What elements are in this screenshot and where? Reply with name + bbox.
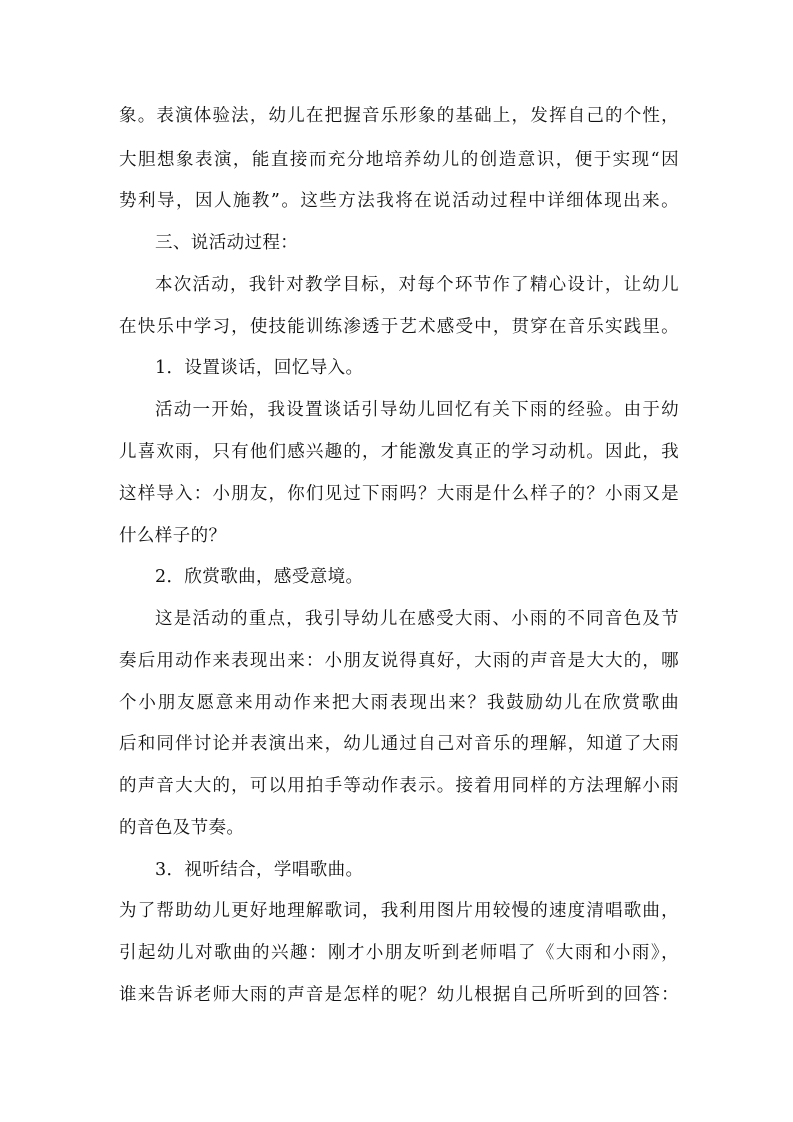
body-text-line: 活动一开始，我设置谈话引导幼儿回忆有关下雨的经验。由于幼 <box>155 400 679 420</box>
body-text-line: 奏后用动作来表现出来：小朋友说得真好，大雨的声音是大大的，哪 <box>119 651 679 671</box>
body-text-line: 的音色及节奏。 <box>119 818 245 838</box>
body-text-line: 本次活动，我针对教学目标，对每个环节作了精心设计，让幼儿 <box>155 275 679 295</box>
body-text-line: 势利导，因人施教”。这些方法我将在说活动过程中详细体现出来。 <box>119 191 679 211</box>
section-heading: 三、说活动过程： <box>155 233 299 253</box>
body-text-line: 的声音大大的，可以用拍手等动作表示。接着用同样的方法理解小雨 <box>119 776 679 796</box>
body-text-line: 为了帮助幼儿更好地理解歌词，我利用图片用较慢的速度清唱歌曲， <box>119 901 679 921</box>
body-text-line: 谁来告诉老师大雨的声音是怎样的呢？幼儿根据自己所听到的回答： <box>119 985 679 1005</box>
body-text-line: 什么样子的？ <box>119 526 227 546</box>
body-text-line: 引起幼儿对歌曲的兴趣：刚才小朋友听到老师唱了《大雨和小雨》， <box>119 943 679 963</box>
body-text-line: 这是活动的重点，我引导幼儿在感受大雨、小雨的不同音色及节 <box>155 609 679 629</box>
subsection-heading: 1．设置谈话，回忆导入。 <box>155 358 364 378</box>
body-text-line: 儿喜欢雨，只有他们感兴趣的，才能激发真正的学习动机。因此，我 <box>119 442 679 462</box>
body-text-line: 在快乐中学习，使技能训练渗透于艺术感受中，贯穿在音乐实践里。 <box>119 317 679 337</box>
body-text-line: 后和同伴讨论并表演出来，幼儿通过自己对音乐的理解，知道了大雨 <box>119 734 679 754</box>
body-text-line: 这样导入：小朋友，你们见过下雨吗？大雨是什么样子的？小雨又是 <box>119 484 679 504</box>
body-text-line: 个小朋友愿意来用动作来把大雨表现出来？我鼓励幼儿在欣赏歌曲 <box>119 693 679 713</box>
body-text-line: 象。表演体验法，幼儿在把握音乐形象的基础上，发挥自己的个性， <box>119 106 679 126</box>
body-text-line: 大胆想象表演，能直接而充分地培养幼儿的创造意识，便于实现“因 <box>119 150 679 170</box>
subsection-heading: 2．欣赏歌曲，感受意境。 <box>155 567 364 587</box>
subsection-heading: 3．视听结合，学唱歌曲。 <box>155 860 364 880</box>
